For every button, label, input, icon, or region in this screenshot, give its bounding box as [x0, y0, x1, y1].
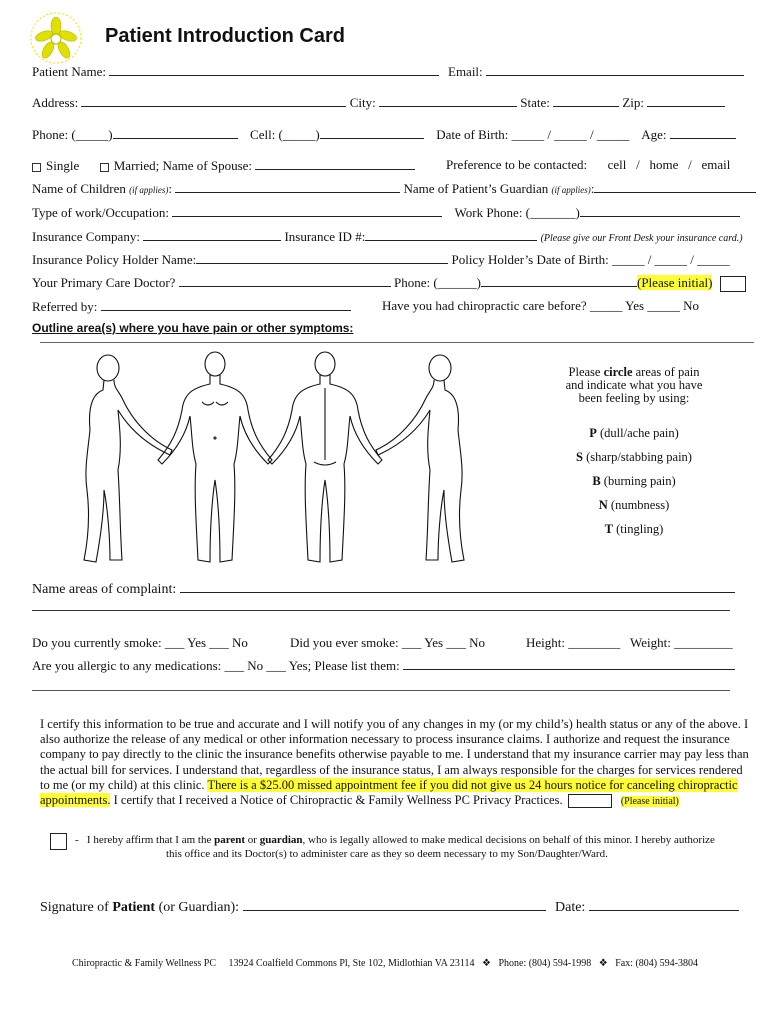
- legend-item: B (burning pain): [592, 474, 676, 488]
- date-label: Date:: [555, 900, 586, 915]
- signature-row: Signature of Patient (or Guardian):: [40, 898, 546, 916]
- complaint-row: [32, 580, 735, 598]
- policy-row: [32, 251, 730, 268]
- missed-fee-highlight: There is a $25.00 missed appointment fee if you did not give us 24 hours notice for canceling chiropractic appointments.: [40, 777, 738, 808]
- policy-holder-field[interactable]: [196, 251, 448, 264]
- state-field[interactable]: [553, 94, 619, 107]
- complaint-field[interactable]: [180, 580, 735, 593]
- email-label: Email:: [448, 64, 483, 79]
- patient-name-row: [32, 63, 439, 80]
- signature-field[interactable]: [243, 898, 546, 911]
- patient-name-label: Patient Name:: [32, 64, 107, 79]
- date-field[interactable]: [589, 898, 739, 911]
- divider: [40, 342, 754, 343]
- referred-by-label: Referred by:: [32, 299, 98, 314]
- certification-text: I certify this information to be true and accurate and I will notify you of any changes in my (or my child’s) health status or any of the above. I also authorize the release of any medical or other information necessary to process insurance claims. I authorize and request the insurance company to pay directly to the clinic the insurance benefits otherwise payable to me. I understand that my insurance carrier may pay less than the actual bill for services. I understand that, regardless of the insurance status, I am always responsible for the charges for services rendered to me (or my child) at this clinic. There is a $25.00 missed appointment fee if you did not give us 24 hours notice for canceling chiropractic appointments. I certify that I received a Notice of Chiropractic & Family Wellness PC Privacy Practices. (Please initial): [40, 717, 749, 808]
- work-row: [32, 204, 740, 221]
- pain-instructions: Please circle areas of pain and indicate what you have been feeling by using:: [565, 365, 703, 405]
- weight-field[interactable]: Weight: _________: [630, 635, 733, 650]
- front-desk-note: (Please give our Front Desk your insurance card.): [540, 233, 743, 244]
- smoke-ever[interactable]: Did you ever smoke: ___ Yes ___ No: [290, 635, 485, 650]
- doctor-phone-label: Phone: (______): [393, 275, 481, 290]
- legend-item: N (numbness): [598, 498, 670, 512]
- cert-initial-box[interactable]: [568, 794, 612, 808]
- footer-phone: Phone: (804) 594-1998: [498, 958, 592, 969]
- married-label: Married; Name of Spouse:: [113, 158, 253, 173]
- age-field[interactable]: [670, 126, 736, 139]
- insurance-id-label: Insurance ID #:: [284, 229, 366, 244]
- cell-field[interactable]: [320, 126, 424, 139]
- guardian-label: Name of Patient’s Guardian: [403, 181, 549, 196]
- allergy-field[interactable]: [403, 657, 735, 670]
- preference-options[interactable]: cell / home / email: [607, 157, 731, 172]
- initial-box[interactable]: [720, 276, 746, 292]
- guardian-affirm-line2: this office and its Doctor(s) to administer care as they so deem necessary to my Son/Daughter/Ward.: [166, 848, 608, 860]
- insurance-company-label: Insurance Company:: [32, 229, 140, 244]
- age-label: Age:: [641, 127, 667, 142]
- insurance-company-field[interactable]: [143, 228, 281, 241]
- allergy-row: [32, 657, 735, 674]
- back-figure: [268, 352, 382, 562]
- work-phone-field[interactable]: [580, 204, 740, 217]
- footer-clinic: Chiropractic & Family Wellness PC: [72, 958, 217, 969]
- chiro-before-label[interactable]: Have you had chiropractic care before? _____ Yes _____ No: [382, 298, 699, 313]
- smoke-now[interactable]: Do you currently smoke: ___ Yes ___ No: [32, 635, 248, 650]
- diamond-icon: ❖: [598, 958, 608, 969]
- work-field[interactable]: [172, 204, 442, 217]
- phone-field[interactable]: [113, 126, 238, 139]
- doctor-phone-field[interactable]: [481, 274, 637, 287]
- complaint-label: Name areas of complaint:: [32, 582, 177, 597]
- city-label: City:: [349, 95, 376, 110]
- primary-doctor-field[interactable]: [179, 274, 391, 287]
- address-field[interactable]: [81, 94, 346, 107]
- complaint-field-line2[interactable]: [32, 610, 730, 611]
- page-title: Patient Introduction Card: [105, 25, 345, 47]
- email-row: [448, 63, 744, 80]
- married-checkbox[interactable]: [100, 163, 109, 172]
- preference-row: [446, 157, 730, 173]
- legend-item: P (dull/ache pain): [589, 426, 679, 440]
- preference-label: Preference to be contacted:: [446, 157, 588, 172]
- dob-label[interactable]: Date of Birth: _____ / _____ / _____: [436, 127, 630, 142]
- front-figure: [158, 352, 272, 562]
- zip-field[interactable]: [647, 94, 725, 107]
- primary-doctor-label: Your Primary Care Doctor?: [32, 275, 176, 290]
- referred-row: [32, 298, 351, 315]
- patient-name-field[interactable]: [109, 63, 439, 76]
- left-side-figure: [376, 355, 464, 562]
- phone-label: Phone: (_____): [32, 127, 113, 142]
- cell-label: Cell: (_____): [250, 127, 320, 142]
- policy-holder-label: Insurance Policy Holder Name:: [32, 252, 197, 267]
- marital-row: [32, 157, 415, 174]
- pain-heading: Outline area(s) where you have pain or other symptoms:: [32, 321, 354, 335]
- height-field[interactable]: Height: ________: [526, 635, 621, 650]
- city-field[interactable]: [379, 94, 517, 107]
- diamond-icon: ❖: [481, 958, 491, 969]
- cert-please-initial: (Please initial): [620, 796, 679, 808]
- work-phone-label: Work Phone: (_______): [454, 205, 580, 220]
- doctor-row: [32, 274, 746, 292]
- policy-dob-label[interactable]: Policy Holder’s Date of Birth: _____ / _____ / _____: [451, 252, 730, 267]
- insurance-row: [32, 228, 743, 245]
- footer-fax: Fax: (804) 594-3804: [615, 958, 698, 969]
- address-row: [32, 94, 725, 111]
- allergy-label: Are you allergic to any medications: ___ No ___ Yes; Please list them:: [32, 658, 400, 673]
- legend-item: S (sharp/stabbing pain): [576, 450, 692, 464]
- guardian-field[interactable]: [594, 180, 756, 193]
- phone-row: [32, 126, 736, 143]
- guardian-checkbox[interactable]: [50, 833, 67, 850]
- email-field[interactable]: [486, 63, 744, 76]
- allergy-field-line2[interactable]: [32, 690, 730, 691]
- single-checkbox[interactable]: [32, 163, 41, 172]
- insurance-id-field[interactable]: [365, 228, 537, 241]
- chiro-before-row: [382, 298, 699, 314]
- lotus-figure-logo: [18, 10, 94, 70]
- please-initial-highlight: (Please initial): [637, 275, 713, 290]
- children-field[interactable]: [175, 180, 400, 193]
- body-figures: [70, 350, 550, 572]
- legend-item: T (tingling): [604, 522, 664, 536]
- single-label: Single: [46, 158, 80, 173]
- children-label: Name of Children: [32, 181, 126, 196]
- state-label: State:: [520, 95, 550, 110]
- referred-by-field[interactable]: [101, 298, 351, 311]
- children-if-applies: (if applies): [129, 185, 169, 195]
- work-label: Type of work/Occupation:: [32, 205, 169, 220]
- spouse-field[interactable]: [255, 157, 415, 170]
- zip-label: Zip:: [622, 95, 645, 110]
- guardian-if-applies: (if applies): [551, 185, 591, 195]
- date-row: [555, 898, 739, 916]
- guardian-affirm-line1: - I hereby affirm that I am the parent or guardian, who is legally allowed to make medical decisions on behalf of this minor. I hereby authorize: [75, 834, 715, 846]
- address-label: Address:: [32, 95, 79, 110]
- footer-address: 13924 Coalfield Commons Pl, Ste 102, Midlothian VA 23114: [228, 958, 475, 969]
- footer: [0, 958, 770, 969]
- children-row: Name of Children (if applies): Name of Patient’s Guardian (if applies):: [32, 180, 756, 197]
